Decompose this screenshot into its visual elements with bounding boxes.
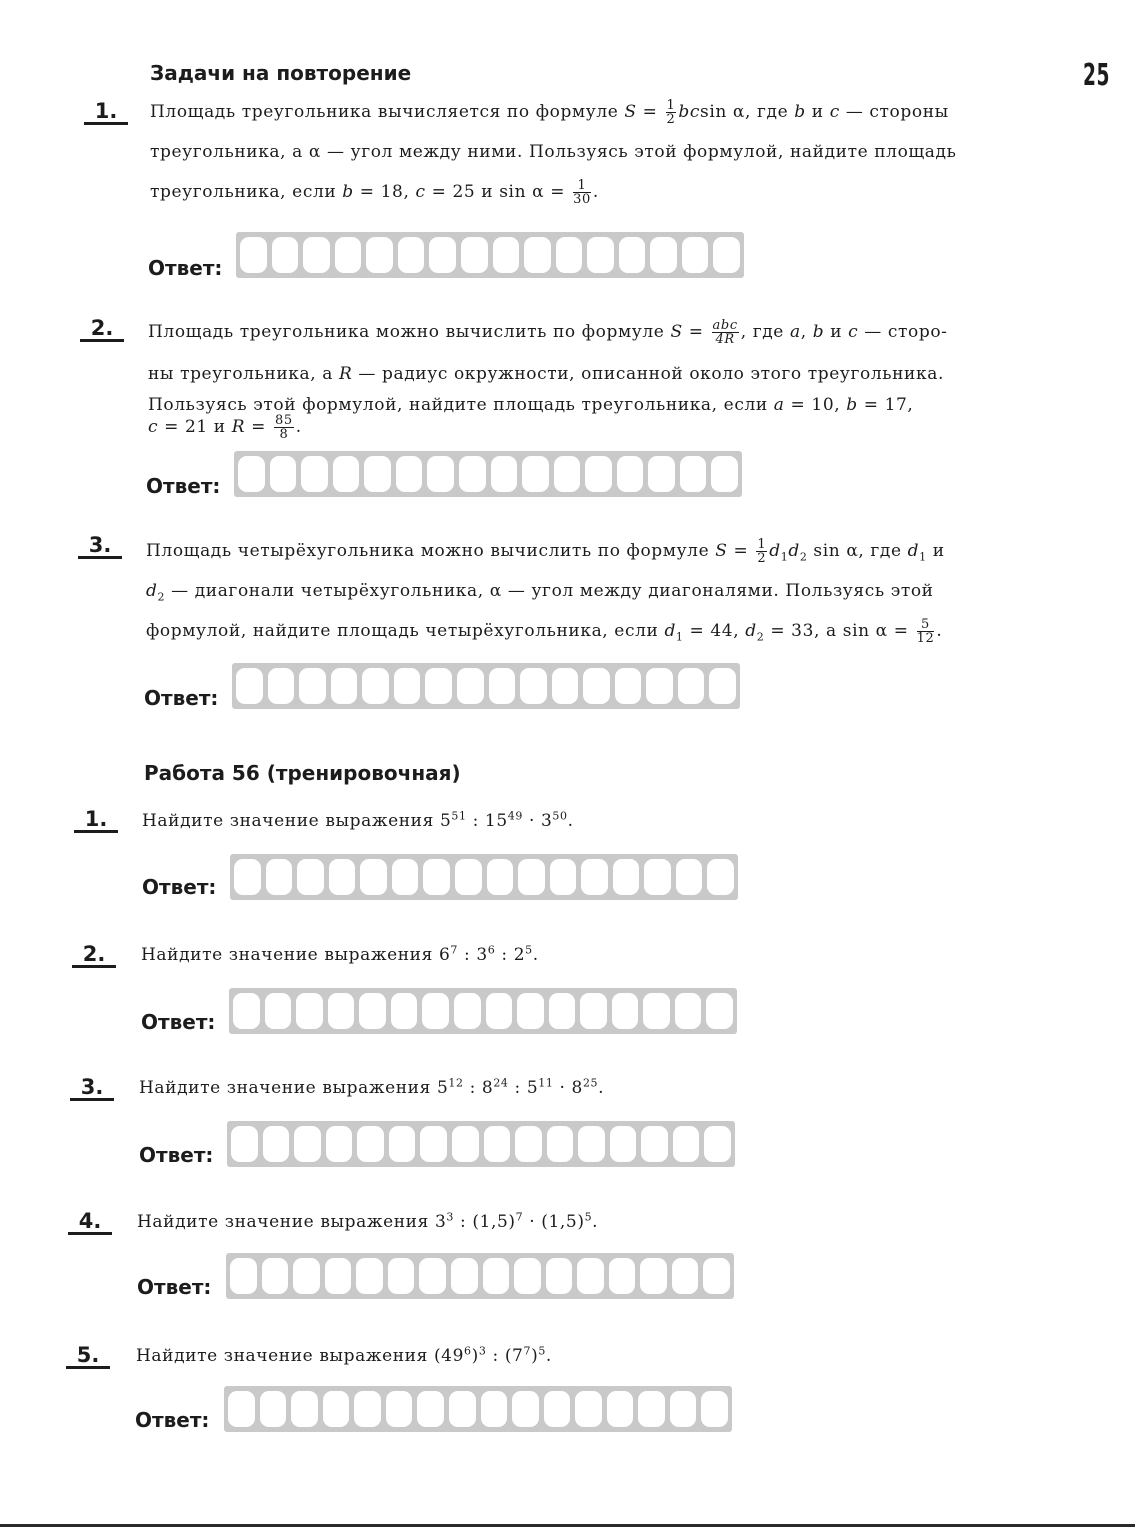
answer-cell[interactable]	[544, 1391, 571, 1427]
answer-input[interactable]	[227, 1121, 735, 1167]
answer-cell[interactable]	[489, 668, 516, 704]
fraction: $\frac{1}{2}$	[757, 537, 767, 566]
answer-cell[interactable]	[299, 668, 326, 704]
answer-cell[interactable]	[451, 1258, 478, 1294]
answer-input[interactable]	[224, 1386, 732, 1432]
task-text: Найдите значение выражения $5^{12}$ : $8^{24}$ : $5^{11} \cdot 8^{25}$.	[139, 1076, 605, 1098]
answer-cell[interactable]	[359, 993, 386, 1029]
answer-cell[interactable]	[333, 456, 360, 492]
answer-cell[interactable]	[673, 1126, 700, 1162]
answer-cell[interactable]	[554, 456, 581, 492]
answer-cell[interactable]	[394, 668, 421, 704]
answer-label: Ответ:	[144, 686, 219, 710]
answer-cell[interactable]	[577, 1258, 604, 1294]
answer-cell[interactable]	[291, 1391, 318, 1427]
task-text	[148, 312, 1068, 441]
answer-cell[interactable]	[672, 1258, 699, 1294]
answer-cell[interactable]	[486, 993, 513, 1029]
answer-cell[interactable]	[675, 993, 702, 1029]
answer-cell[interactable]	[703, 1258, 730, 1294]
answer-label: Ответ:	[139, 1143, 214, 1167]
answer-cell[interactable]	[707, 859, 734, 895]
answer-cell[interactable]	[619, 237, 646, 273]
answer-cell[interactable]	[236, 668, 263, 704]
answer-cell[interactable]	[484, 1126, 511, 1162]
answer-cell[interactable]	[323, 1391, 350, 1427]
task-number: 5.	[66, 1344, 110, 1369]
answer-cell[interactable]	[643, 993, 670, 1029]
answer-cell[interactable]	[706, 993, 733, 1029]
answer-label: Ответ:	[148, 256, 223, 280]
answer-input[interactable]	[229, 988, 737, 1034]
answer-cell[interactable]	[648, 456, 675, 492]
answer-cell[interactable]	[263, 1126, 290, 1162]
task-line: треугольника, если b = 18, c = 25 и sin α = $\frac{1}{30}$ .	[150, 178, 599, 207]
answer-input[interactable]	[232, 663, 740, 709]
answer-cell[interactable]	[294, 1126, 321, 1162]
task-text: Найдите значение выражения $(49^6)^3$ : $(7^7)^5$.	[136, 1344, 552, 1366]
answer-cell[interactable]	[233, 993, 260, 1029]
answer-cell[interactable]	[640, 1258, 667, 1294]
answer-cell[interactable]	[613, 859, 640, 895]
answer-cell[interactable]	[240, 237, 267, 273]
answer-cell[interactable]	[328, 993, 355, 1029]
answer-cell[interactable]	[461, 237, 488, 273]
answer-cell[interactable]	[644, 859, 671, 895]
task-line: Пользуясь этой формулой, найдите площадь треугольника, если a = 10, b = 17,	[148, 395, 914, 415]
answer-cell[interactable]	[391, 993, 418, 1029]
answer-cell[interactable]	[231, 1126, 258, 1162]
answer-input[interactable]	[230, 854, 738, 900]
answer-cell[interactable]	[514, 1258, 541, 1294]
answer-cell[interactable]	[578, 1126, 605, 1162]
answer-cell[interactable]	[676, 859, 703, 895]
answer-cell[interactable]	[610, 1126, 637, 1162]
bottom-divider	[0, 1524, 1135, 1527]
answer-cell[interactable]	[272, 237, 299, 273]
answer-cell[interactable]	[711, 456, 738, 492]
answer-cell[interactable]	[238, 456, 265, 492]
answer-cell[interactable]	[270, 456, 297, 492]
answer-cell[interactable]	[481, 1391, 508, 1427]
task-line: формулой, найдите площадь четырёхугольника, если $d_1 = 44$, $d_2 = 33$, а sin α = $\frac{5}{12}$ .	[146, 617, 943, 646]
answer-cell[interactable]	[713, 237, 740, 273]
fraction: $\frac{1}{30}$	[573, 178, 591, 207]
answer-cell[interactable]	[422, 993, 449, 1029]
answer-cell[interactable]	[356, 1258, 383, 1294]
answer-cell[interactable]	[417, 1391, 444, 1427]
answer-cell[interactable]	[449, 1391, 476, 1427]
task-number: 2.	[80, 317, 124, 342]
answer-cell[interactable]	[230, 1258, 257, 1294]
answer-cell[interactable]	[457, 668, 484, 704]
task-number: 1.	[84, 100, 128, 125]
answer-cell[interactable]	[293, 1258, 320, 1294]
answer-cell[interactable]	[420, 1126, 447, 1162]
answer-cell[interactable]	[335, 237, 362, 273]
answer-cell[interactable]	[455, 859, 482, 895]
answer-cell[interactable]	[517, 993, 544, 1029]
answer-cell[interactable]	[609, 1258, 636, 1294]
answer-cell[interactable]	[678, 668, 705, 704]
answer-cell[interactable]	[303, 237, 330, 273]
answer-label: Ответ:	[146, 474, 221, 498]
answer-cell[interactable]	[701, 1391, 728, 1427]
answer-cell[interactable]	[419, 1258, 446, 1294]
answer-cell[interactable]	[392, 859, 419, 895]
answer-label: Ответ:	[141, 1010, 216, 1034]
answer-cell[interactable]	[425, 668, 452, 704]
answer-cell[interactable]	[607, 1391, 634, 1427]
section-title-work: Работа 56 (тренировочная)	[144, 761, 461, 785]
answer-cell[interactable]	[650, 237, 677, 273]
answer-cell[interactable]	[709, 668, 736, 704]
answer-cell[interactable]	[388, 1258, 415, 1294]
answer-cell[interactable]	[427, 456, 454, 492]
answer-cell[interactable]	[360, 859, 387, 895]
answer-cell[interactable]	[515, 1126, 542, 1162]
answer-cell[interactable]	[228, 1391, 255, 1427]
answer-input[interactable]	[234, 451, 742, 497]
answer-cell[interactable]	[331, 668, 358, 704]
answer-cell[interactable]	[552, 668, 579, 704]
task-line: Площадь четырёхугольника можно вычислить по формуле S = $\frac{1}{2}$ $d_1d_2$ sin α, где $d_1$ и	[146, 537, 945, 566]
answer-cell[interactable]	[429, 237, 456, 273]
answer-input[interactable]	[226, 1253, 734, 1299]
task-text	[146, 531, 1068, 651]
task-text	[150, 92, 1070, 212]
answer-cell[interactable]	[296, 993, 323, 1029]
answer-cell[interactable]	[454, 993, 481, 1029]
answer-cell[interactable]	[556, 237, 583, 273]
answer-cell[interactable]	[550, 859, 577, 895]
task-line: Площадь треугольника можно вычислить по формуле S = $\frac{\text{abc}}{4R}$ , где a, b и c — сторо-	[148, 318, 948, 347]
task-line: треугольника, а α — угол между ними. Пользуясь этой формулой, найдите площадь	[150, 142, 957, 162]
task-text: Найдите значение выражения $6^7$ : $3^6$ : $2^5$.	[141, 943, 539, 965]
answer-cell[interactable]	[483, 1258, 510, 1294]
fraction: $\frac{1}{2}$	[666, 98, 676, 127]
answer-cell[interactable]	[670, 1391, 697, 1427]
answer-cell[interactable]	[389, 1126, 416, 1162]
answer-cell[interactable]	[265, 993, 292, 1029]
answer-cell[interactable]	[682, 237, 709, 273]
answer-cell[interactable]	[546, 1258, 573, 1294]
fraction: $\frac{85}{8}$	[275, 413, 293, 442]
answer-cell[interactable]	[547, 1126, 574, 1162]
answer-cell[interactable]	[615, 668, 642, 704]
task-line: Площадь треугольника вычисляется по формуле S = $\frac{1}{2}$ bcsin α, где b и c — стороны	[150, 98, 949, 127]
answer-cell[interactable]	[520, 668, 547, 704]
answer-cell[interactable]	[583, 668, 610, 704]
answer-cell[interactable]	[493, 237, 520, 273]
answer-cell[interactable]	[522, 456, 549, 492]
answer-cell[interactable]	[580, 993, 607, 1029]
task-line: $d_2$ — диагонали четырёхугольника, α — угол между диагоналями. Пользуясь этой	[146, 581, 934, 604]
answer-cell[interactable]	[362, 668, 389, 704]
answer-cell[interactable]	[617, 456, 644, 492]
answer-cell[interactable]	[297, 859, 324, 895]
answer-cell[interactable]	[491, 456, 518, 492]
answer-cell[interactable]	[646, 668, 673, 704]
answer-cell[interactable]	[366, 237, 393, 273]
answer-cell[interactable]	[587, 237, 614, 273]
answer-cell[interactable]	[268, 668, 295, 704]
answer-cell[interactable]	[364, 456, 391, 492]
task-line: ны треугольника, а R — радиус окружности, описанной около этого треугольника.	[148, 364, 944, 384]
answer-cell[interactable]	[452, 1126, 479, 1162]
answer-cell[interactable]	[704, 1126, 731, 1162]
fraction: $\frac{5}{12}$	[916, 617, 935, 646]
answer-cell[interactable]	[396, 456, 423, 492]
task-line: c = 21 и R = $\frac{85}{8}$ .	[148, 413, 302, 442]
answer-cell[interactable]	[357, 1126, 384, 1162]
answer-cell[interactable]	[423, 859, 450, 895]
section-title-review: Задачи на повторение	[150, 61, 412, 85]
answer-input[interactable]	[236, 232, 744, 278]
task-number: 3.	[70, 1076, 114, 1101]
answer-cell[interactable]	[459, 456, 486, 492]
answer-cell[interactable]	[487, 859, 514, 895]
task-number: 2.	[72, 943, 116, 968]
answer-cell[interactable]	[524, 237, 551, 273]
answer-cell[interactable]	[234, 859, 261, 895]
answer-cell[interactable]	[326, 1126, 353, 1162]
fraction: $\frac{\text{abc}}{4R}$	[712, 318, 738, 347]
answer-cell[interactable]	[581, 859, 608, 895]
answer-label: Ответ:	[142, 875, 217, 899]
answer-cell[interactable]	[329, 859, 356, 895]
answer-cell[interactable]	[638, 1391, 665, 1427]
answer-cell[interactable]	[612, 993, 639, 1029]
answer-label: Ответ:	[137, 1275, 212, 1299]
task-number: 3.	[78, 534, 122, 559]
task-number: 1.	[74, 808, 118, 833]
answer-cell[interactable]	[585, 456, 612, 492]
answer-cell[interactable]	[386, 1391, 413, 1427]
answer-label: Ответ:	[135, 1408, 210, 1432]
task-text: Найдите значение выражения $3^3$ : $(1,5)^7 \cdot (1,5)^5$.	[137, 1210, 599, 1232]
task-number: 4.	[68, 1210, 112, 1235]
answer-cell[interactable]	[512, 1391, 539, 1427]
answer-cell[interactable]	[398, 237, 425, 273]
answer-cell[interactable]	[680, 456, 707, 492]
answer-cell[interactable]	[641, 1126, 668, 1162]
answer-cell[interactable]	[266, 859, 293, 895]
answer-cell[interactable]	[575, 1391, 602, 1427]
task-text: Найдите значение выражения $5^{51}$ : $15^{49} \cdot 3^{50}$.	[142, 809, 574, 831]
answer-cell[interactable]	[260, 1391, 287, 1427]
answer-cell[interactable]	[301, 456, 328, 492]
answer-cell[interactable]	[518, 859, 545, 895]
page-number: 25	[1083, 58, 1111, 93]
answer-cell[interactable]	[549, 993, 576, 1029]
answer-cell[interactable]	[354, 1391, 381, 1427]
answer-cell[interactable]	[325, 1258, 352, 1294]
answer-cell[interactable]	[262, 1258, 289, 1294]
